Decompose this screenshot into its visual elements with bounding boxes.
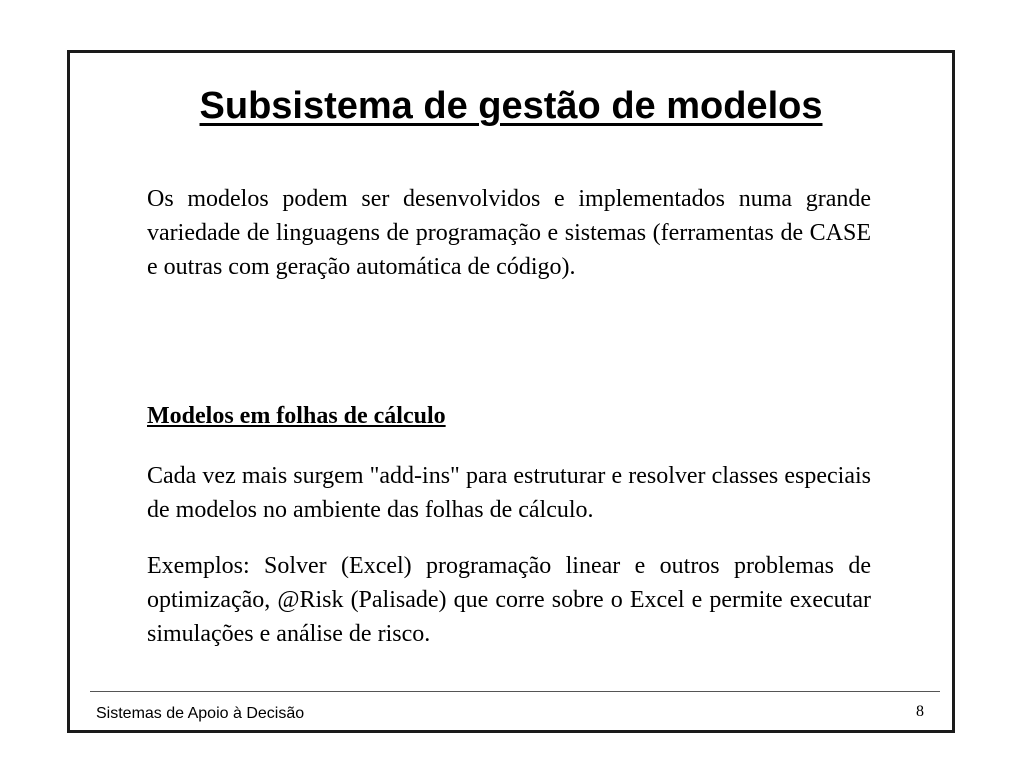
- addins-paragraph: Cada vez mais surgem "add-ins" para estruturar e resolver classes especiais de modelos no ambiente das folhas de cálculo.: [147, 463, 871, 523]
- footer-page-number: 8: [916, 703, 924, 720]
- slide-frame: [67, 50, 955, 733]
- footer-divider: [90, 691, 940, 692]
- section-subheading: Modelos em folhas de cálculo: [147, 403, 446, 429]
- examples-paragraph: Exemplos: Solver (Excel) programação linear e outros problemas de optimização, @Risk (Palisade) que corre sobre o Excel e permite executar simulações e análise de risco.: [147, 553, 871, 647]
- intro-paragraph: Os modelos podem ser desenvolvidos e implementados numa grande variedade de linguagens de programação e sistemas (ferramentas de CASE e outras com geração automática de código).: [147, 186, 871, 280]
- footer-course-name: Sistemas de Apoio à Decisão: [96, 705, 305, 722]
- slide-title: Subsistema de gestão de modelos: [199, 85, 823, 127]
